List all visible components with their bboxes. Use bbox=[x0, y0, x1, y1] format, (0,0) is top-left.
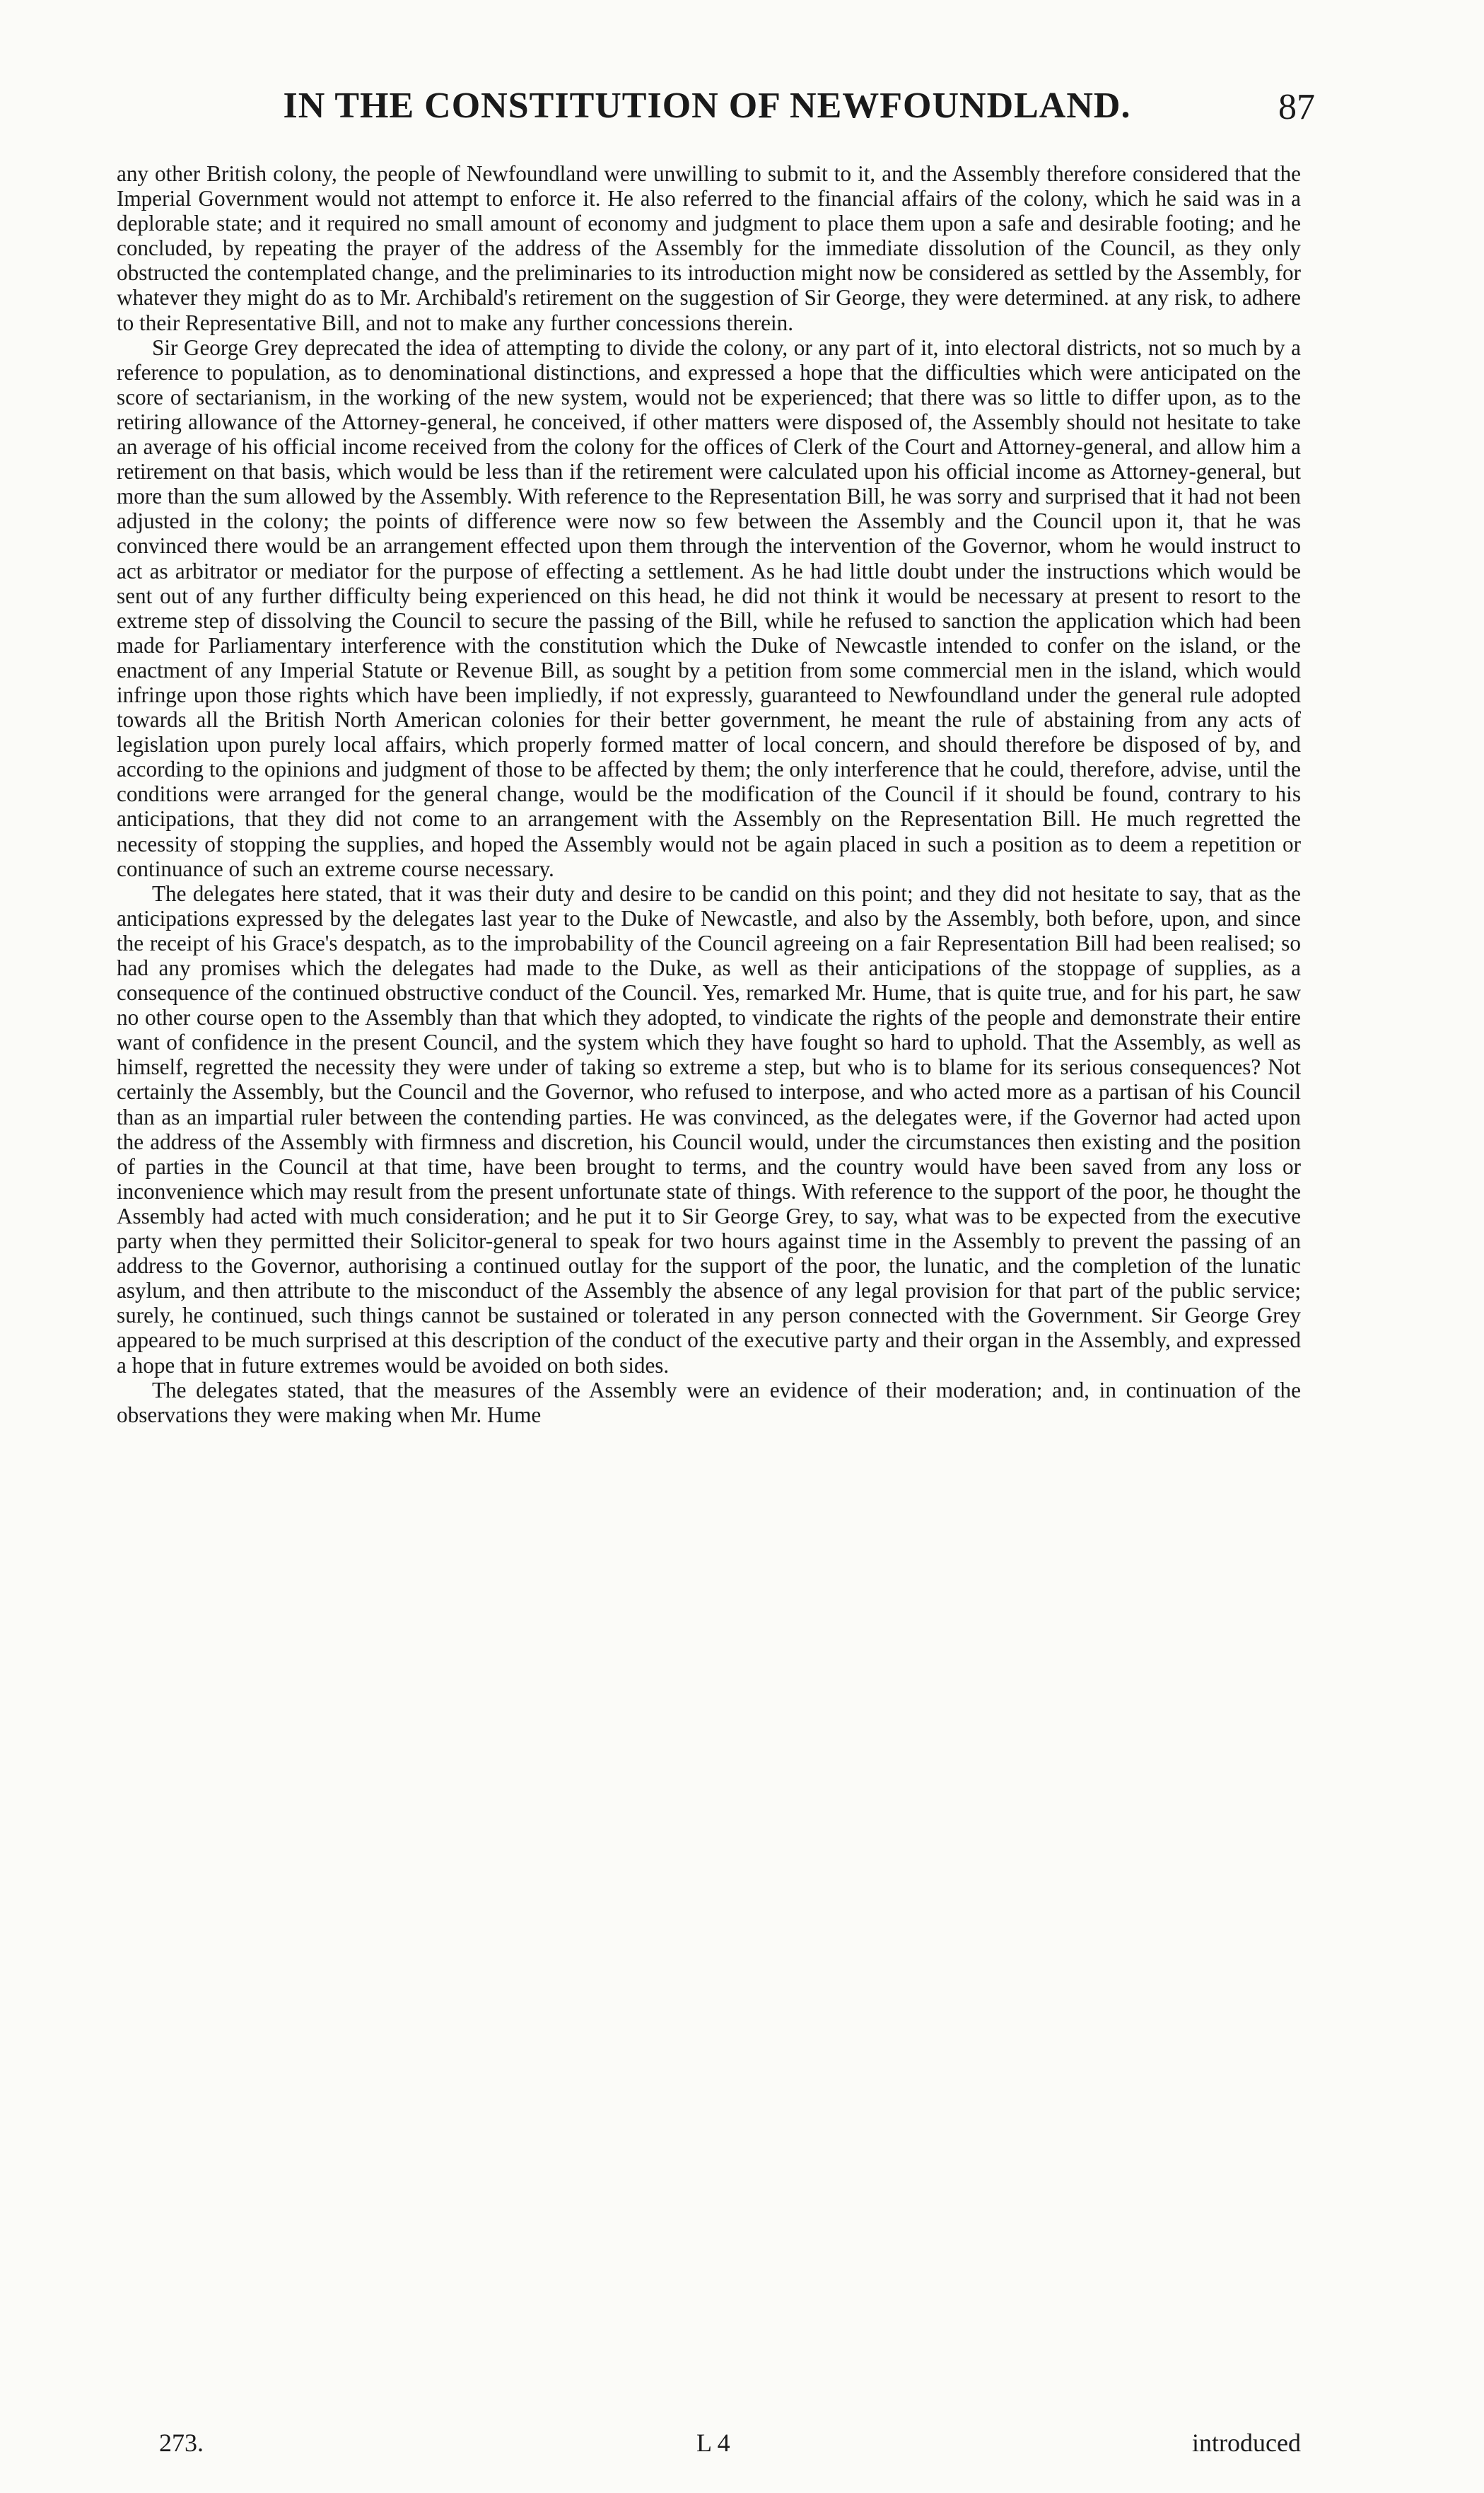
running-title: IN THE CONSTITUTION OF NEWFOUNDLAND. bbox=[283, 86, 1131, 126]
signature-mark: L 4 bbox=[696, 2429, 730, 2457]
paragraph-delegates-stated: The delegates here stated, that it was their duty and desire to be candid on this point; and they did not hesitate to say, that as the anticipations expressed by the delegates last year to the Duke of Newcastle, and also by the Assembly, both before, upon, and since the receipt of his Grace's despatch, as to the improbability of the Council agreeing on a fair Representation Bill had been realised; so had any promises which the delegates had made to the Duke, as well as their anticipations of the stoppage of supplies, as a consequence of the continued obstructive conduct of the Council. Yes, remarked Mr. Hume, that is quite true, and for his part, he saw no other course open to the Assembly than that which they adopted, to vindicate the rights of the people and demonstrate their entire want of confidence in the present Council, and the system which they have fought so hard to uphold. That the Assembly, as well as himself, regretted the necessity they were under of taking so extreme a step, but who is to blame for its serious consequences? Not certainly the Assembly, but the Council and the Governor, who refused to interpose, and who acted more as a partisan of his Council than as an impartial ruler between the contending parties. He was convinced, as the delegates were, if the Governor had acted upon the address of the Assembly with firmness and discretion, his Council would, under the circumstances then existing and the position of parties in the Council at that time, have been brought to terms, and the country would have been saved from any loss or inconvenience which may result from the present unfortunate state of things. With reference to the support of the poor, he thought the Assembly had acted with much consideration; and he put it to Sir George Grey, to say, what was to be expected from the executive party when they permitted their Solicitor-general to speak for two hours against time in the Assembly to prevent the passing of an address to the Governor, authorising a continued outlay for the support of the poor, the lunatic, and the completion of the lunatic asylum, and then attribute to the misconduct of the Assembly the absence of any legal provision for that part of the public service; surely, he continued, such things cannot be sustained or tolerated in any person connected with the Government. Sir George Grey appeared to be much surprised at this description of the conduct of the executive party and their organ in the Assembly, and expressed a hope that in future extremes would be avoided on both sides. bbox=[117, 881, 1301, 1378]
paragraph-sir-george-grey: Sir George Grey deprecated the idea of attempting to divide the colony, or any part of it, into electoral districts, not so much by a reference to population, as to denominational distinctions, and expressed a hope that the difficulties which were anticipated on the score of sectarianism, in the working of the new system, would not be experienced; that there was so little to differ upon, as to the retiring allowance of the Attorney-general, he conceived, if other matters were disposed of, the Assembly should not hesitate to take an average of his official income received from the colony for the offices of Clerk of the Court and Attorney-general, and allow him a retirement on that basis, which would be less than if the retirement were calculated upon his official income as Attorney-general, but more than the sum allowed by the Assembly. With reference to the Representation Bill, he was sorry and surprised that it had not been adjusted in the colony; the points of difference were now so few between the Assembly and the Council upon it, that he was convinced there would be an arrangement effected upon them through the intervention of the Governor, whom he would instruct to act as arbitrator or mediator for the purpose of effecting a settlement. As he had little doubt under the instructions which would be sent out of any further difficulty being experienced on this head, he did not think it would be necessary at present to resort to the extreme step of dissolving the Council to secure the passing of the Bill, while he refused to sanction the application which had been made for Parliamentary interference with the constitution which the Duke of Newcastle intended to confer on the island, or the enactment of any Imperial Statute or Revenue Bill, as sought by a petition from some commercial men in the island, which would infringe upon those rights which have been impliedly, if not expressly, guaranteed to Newfoundland under the general rule adopted towards all the British North American colonies for their better government, he meant the rule of abstaining from any acts of legislation upon purely local affairs, which properly formed matter of local concern, and should therefore be disposed of by, and according to the opinions and judgment of those to be affected by them; the only interference that he could, therefore, advise, until the conditions were arranged for the general change, would be the modification of the Council if it should be found, contrary to his anticipations, that they did not come to an arrangement with the Assembly on the Representation Bill. He much regretted the necessity of stopping the supplies, and hoped the Assembly would not be again placed in such a position as to deem a repetition or continuance of such an extreme course necessary. bbox=[117, 335, 1301, 881]
body-text bbox=[117, 161, 1301, 1427]
paragraph-continuation: any other British colony, the people of Newfoundland were unwilling to submit to it, and the Assembly therefore considered that the Imperial Government would not attempt to enforce it. He also referred to the financial affairs of the colony, which he said was in a deplorable state; and it required no small amount of economy and judgment to place them upon a safe and desirable footing; and he concluded, by repeating the prayer of the address of the Assembly for the immediate dissolution of the Council, as they only obstructed the contemplated change, and the preliminaries to its introduction might now be considered as settled by the Assembly, for whatever they might do as to Mr. Archibald's retirement on the suggestion of Sir George, they were determined. at any risk, to adhere to their Representative Bill, and not to make any further concessions therein. bbox=[117, 161, 1301, 335]
running-head bbox=[106, 85, 1315, 141]
page-footer bbox=[117, 2428, 1301, 2463]
paragraph-delegates-moderation: The delegates stated, that the measures of the Assembly were an evidence of their moderation; and, in continuation of the observations they were making when Mr. Hume bbox=[117, 1377, 1301, 1427]
page-number: 87 bbox=[1278, 87, 1315, 127]
catchword: introduced bbox=[1192, 2429, 1301, 2457]
sheet-number: 273. bbox=[159, 2429, 204, 2457]
